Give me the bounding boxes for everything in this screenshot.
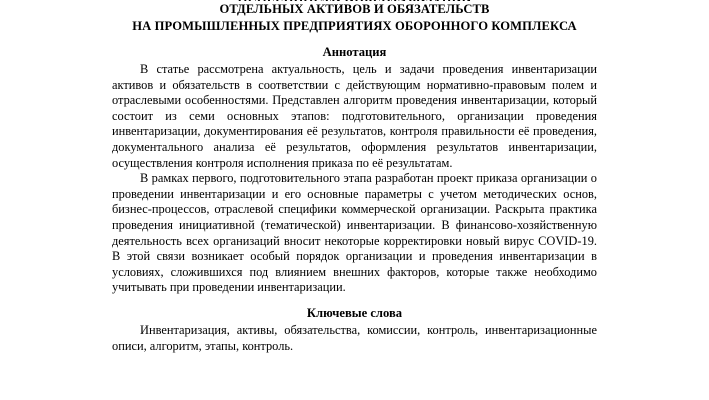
abstract-heading: Аннотация bbox=[322, 45, 387, 59]
keywords-text: Инвентаризация, активы, обязательства, комиссии, контроль, инвентаризационные описи, алгоритм, этапы, контроль. bbox=[112, 322, 597, 353]
abstract-paragraph-2: В рамках первого, подготовительного этапа разработан проект приказа организации о проведении инвентаризации и его основные параметры с учетом методических основ, бизнес-процессов, отраслевой специфики коммерческой организации. Раскрыта практика проведения инициативной (тематической) инвентаризации. В финансово-хозяйственную деятельность всех организаций вносит некоторые корректировки новый вирус COVID-19. В этой связи возникает особый порядок организации и проведения инвентаризации в условиях, сложившихся под влиянием внешних факторов, которые также необходимо учитывать при проведении инвентаризации. bbox=[112, 171, 597, 295]
keywords-heading: Ключевые слова bbox=[306, 305, 403, 320]
title-line-2: ОТДЕЛЬНЫХ АКТИВОВ И ОБЯЗАТЕЛЬСТВ bbox=[219, 2, 490, 16]
keywords-section bbox=[112, 306, 597, 354]
abstract-paragraph-1: В статье рассмотрена актуальность, цель и задачи проведения инвентаризации активов и обязательств в соответствии с действующим нормативно-правовым полем и отраслевыми особенностями. Представлен алгоритм проведения инвентаризации, который состоит из семи основных этапов: подготовительного, организации проведения инвентаризации, документирования её результатов, контроля правильности её проведения, документального анализа её результатов, оформления результатов инвентаризации, осуществления контроля исполнения приказа по её результатам. bbox=[112, 62, 597, 170]
page-title bbox=[112, 0, 597, 35]
title-line-3: НА ПРОМЫШЛЕННЫХ ПРЕДПРИЯТИЯХ ОБОРОННОГО КОМПЛЕКСА bbox=[132, 19, 577, 33]
